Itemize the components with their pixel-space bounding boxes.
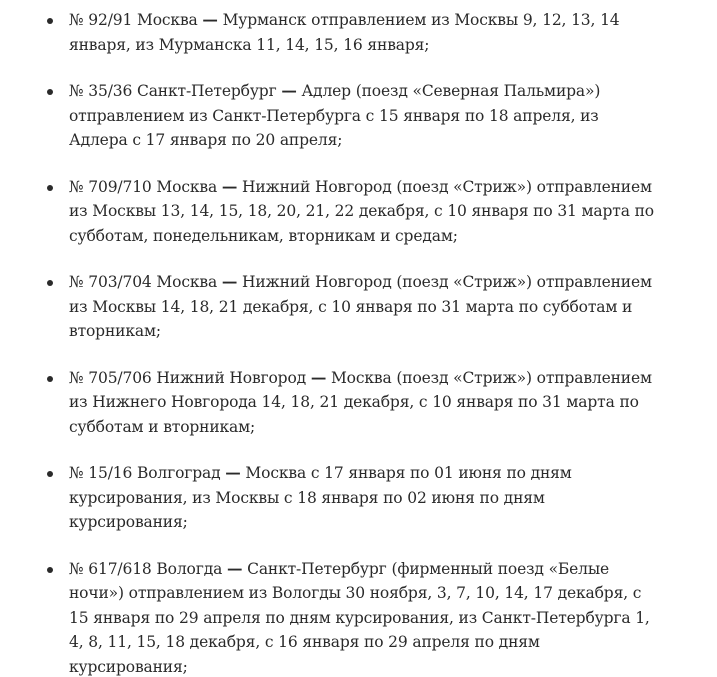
train-to: Нижний Новгород (241, 177, 392, 196)
train-number: № 617/618 (69, 559, 152, 578)
train-number: № 703/704 (69, 273, 152, 291)
route-dash: — (225, 463, 241, 482)
list-item (0, 175, 717, 249)
list-item (0, 8, 717, 57)
list-item (0, 557, 717, 677)
train-from: Москва (137, 11, 198, 29)
train-number: № 35/36 (69, 82, 133, 100)
bullet-icon (47, 89, 53, 95)
train-from: Вологда (156, 559, 223, 578)
list-item (0, 461, 717, 535)
train-from: Нижний Новгород (156, 368, 307, 387)
route-dash: — (226, 558, 243, 578)
train-number: № 92/91 (69, 11, 133, 29)
train-details: (поезд «Стриж») отправлением из Нижнего Новгорода 14, 18, 21 декабря, с 10 января по 31 марта по субботам и вторникам; (69, 368, 652, 436)
train-from: Москва (156, 273, 218, 291)
route-dash: — (281, 81, 297, 100)
route-dash: — (221, 272, 238, 291)
bullet-icon (47, 471, 53, 477)
route-dash: — (310, 367, 327, 387)
train-details: (поезд «Северная Пальмира») отправлением из Санкт-Петербурга с 15 января по 18 апреля, из Адлера с 17 января по 20 апреля; (69, 82, 601, 149)
bullet-icon (47, 18, 53, 24)
train-number: № 15/16 (69, 464, 133, 482)
list-item (0, 366, 717, 440)
train-from: Волгоград (137, 464, 221, 482)
list-item (0, 270, 717, 344)
train-details: (поезд «Стриж») отправлением из Москвы 14, 18, 21 декабря, с 10 января по 31 марта по субботам и вторникам; (69, 273, 652, 340)
train-details: (фирменный поезд «Белые ночи») отправлением из Вологды 30 ноября, 3, 7, 10, 14, 17 декабря, с 15 января по 29 апреля по дням курсирования, из Санкт-Петербурга 1, 4, 8, 11, 15, 18 декабря, с 16 января по 29 апреля по дням курсирования; (69, 559, 650, 676)
bullet-icon (47, 185, 53, 191)
train-number: № 705/706 (69, 368, 152, 387)
route-dash: — (221, 176, 238, 196)
train-details: (поезд «Стриж») отправлением из Москвы 13, 14, 15, 18, 20, 21, 22 декабря, с 10 января по 31 марта по субботам, понедельникам, вторникам и средам; (69, 177, 654, 245)
bullet-icon (47, 280, 53, 286)
train-to: Нижний Новгород (241, 273, 392, 291)
train-from: Москва (156, 177, 218, 196)
train-list (0, 8, 717, 677)
train-to: Санкт-Петербург (247, 559, 387, 578)
train-to: Москва (330, 368, 392, 387)
train-to: Адлер (301, 82, 351, 100)
list-item (0, 79, 717, 153)
bullet-icon (47, 376, 53, 382)
route-dash: — (202, 10, 218, 29)
train-to: Мурманск (222, 11, 307, 29)
train-details: с 17 января по 01 июня по дням курсирования, из Москвы с 18 января по 02 июня по дням курсирования; (69, 464, 572, 531)
train-number: № 709/710 (69, 177, 152, 196)
train-to: Москва (245, 464, 307, 482)
bullet-icon (47, 567, 53, 573)
train-from: Санкт-Петербург (137, 82, 277, 100)
train-details: отправлением из Москвы 9, 12, 13, 14 января, из Мурманска 11, 14, 15, 16 января; (69, 11, 620, 54)
